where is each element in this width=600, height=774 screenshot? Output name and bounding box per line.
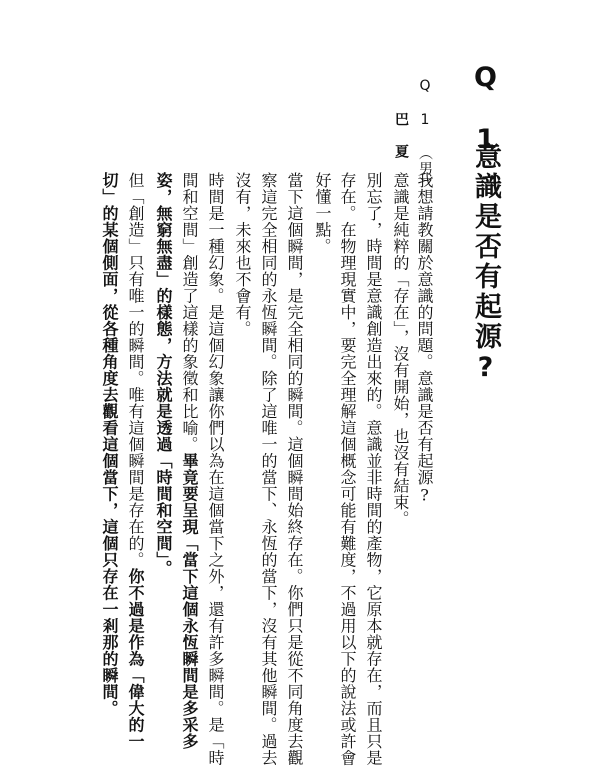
text-line [286,172,302,766]
text-run: 間和空間」創造了這樣的象徵和比喻。 [180,172,199,453]
text-run: 時間是一種幻象。是這個幻象讓你們以為在這個當下之外，還有許多瞬間。是「時 [206,172,225,766]
question-number: Q 1 [470,62,501,155]
text-run: 存在。在物理現實中，要完全理解這個概念可能有難度，不過用以下的說法或許會 [338,172,357,766]
text-line [101,172,117,717]
asker-label: Q 1 （男） [417,78,433,191]
text-run-bold: 畢竟要呈現「當下這個永恆瞬間是多采多 [180,452,199,750]
text-run: 但「創造」只有唯一的瞬間。唯有這個瞬間是存在的。 [126,172,145,568]
answerer-label: 巴 夏 [393,112,409,159]
text-line [339,172,355,766]
text-run-bold: 你不過是作為「偉大的一 [126,568,145,750]
text-run: 別忘了，時間是意識創造出來的。意識並非時間的產物，它原本就存在，而且只是 [364,172,383,766]
text-run-bold: 姿，無窮無盡」的樣態，方法就是透過「時間和空間」。 [154,172,173,577]
text-line [365,172,381,766]
text-run: 我想請教關於意識的問題。意識是否有起源? [415,172,434,505]
text-line [181,172,197,750]
text-run: 意識是純粹的「存在」，沒有開始，也沒有結束。 [391,172,410,527]
text-line [416,172,432,505]
page-title: 意識是否有起源? [470,142,501,386]
text-line [392,172,408,527]
text-line [155,172,171,577]
text-run: 好懂一點。 [313,172,332,255]
text-run: 察這完全相同的永恆瞬間。除了這唯一的當下、永恆的當下，沒有其他瞬間。過去 [259,172,278,766]
text-run-bold: 切」的某個側面，從各種角度去觀看這個當下，這個只存在一剎那的瞬間。 [100,172,119,717]
text-line [234,172,250,337]
text-run: 當下這個瞬間，是完全相同的瞬間。這個瞬間始終存在。你們只是從不同角度去觀 [285,172,304,766]
text-line [207,172,223,766]
text-run: 沒有，未來也不會有。 [233,172,252,337]
text-line [314,172,330,255]
text-line [127,172,143,750]
text-line [260,172,276,766]
